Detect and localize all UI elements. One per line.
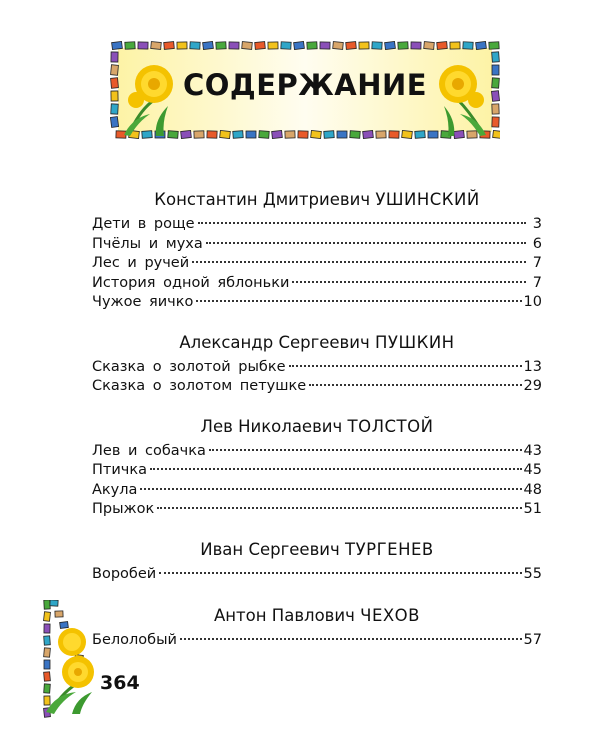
toc-entry[interactable] (92, 565, 542, 585)
mosaic-tile (411, 42, 421, 49)
mosaic-tile (220, 130, 231, 138)
entry-page: 7 (532, 255, 542, 271)
mosaic-tile (44, 624, 50, 633)
mosaic-tile (363, 130, 374, 138)
entry-page: 45 (523, 462, 542, 478)
mosaic-tile (44, 648, 51, 657)
leader-dots (292, 281, 526, 283)
dandelion-corner-icon (46, 628, 94, 714)
leader-dots (209, 449, 522, 451)
mosaic-tile (454, 130, 465, 138)
toc-entry[interactable] (92, 358, 542, 378)
mosaic-tile (298, 131, 308, 138)
entry-page: 10 (523, 294, 542, 310)
author-heading (92, 417, 542, 436)
mosaic-tile (281, 42, 291, 50)
section-tolstoy (92, 417, 542, 520)
mosaic-tile (233, 131, 243, 139)
leader-dots (150, 468, 522, 470)
mosaic-tile (50, 600, 58, 606)
entry-page: 3 (532, 216, 542, 232)
author-name: Лев Николаевич (200, 416, 343, 436)
entry-page: 6 (532, 235, 542, 252)
leader-dots (198, 222, 526, 224)
section-chekhov (92, 606, 542, 651)
mosaic-tile (463, 42, 473, 50)
entry-title: Прыжок (92, 501, 155, 517)
toc-entry[interactable] (92, 235, 542, 255)
leader-dots (206, 242, 526, 244)
page-number: 364 (100, 672, 140, 694)
entry-title: Акула (92, 481, 138, 498)
mosaic-tile (492, 104, 499, 114)
mosaic-tile (376, 131, 386, 138)
corner-decoration (42, 600, 122, 720)
mosaic-tile (493, 130, 500, 138)
mosaic-tile (385, 41, 396, 49)
entry-title: Лес и ручей (92, 255, 190, 271)
mosaic-tile (324, 131, 334, 139)
entry-page: 55 (523, 565, 542, 582)
mosaic-tile (207, 131, 217, 138)
author-name: Иван Сергеевич (200, 539, 340, 559)
mosaic-tile (346, 42, 357, 50)
mosaic-tile (428, 131, 438, 138)
mosaic-tile (437, 42, 448, 50)
mosaic-tile (320, 42, 330, 49)
mosaic-tile (44, 672, 51, 681)
leader-dots (157, 507, 521, 509)
entry-page: 51 (523, 501, 542, 517)
mosaic-tile (55, 611, 63, 617)
author-heading (92, 606, 542, 625)
mosaic-tile (424, 42, 435, 50)
toc-entry[interactable] (92, 500, 542, 520)
leader-dots (192, 261, 526, 263)
mosaic-tile (44, 600, 50, 609)
mosaic-tile (467, 131, 477, 138)
entry-title: Лев и собачка (92, 442, 206, 459)
author-surname: ТОЛСТОЙ (347, 416, 434, 436)
entry-title: Воробей (92, 565, 157, 582)
mosaic-tile (44, 660, 50, 669)
entry-title: Сказка о золотой рыбке (92, 358, 286, 375)
section-ushinsky (92, 190, 542, 313)
entry-title: Белолобый (92, 632, 177, 648)
toc-entry[interactable] (92, 215, 542, 235)
title-banner (110, 40, 500, 140)
toc-entry[interactable] (92, 254, 542, 274)
mosaic-tile (181, 130, 192, 138)
mosaic-tile (110, 117, 118, 128)
mosaic-tile (242, 42, 253, 50)
mosaic-tile (44, 636, 51, 645)
entry-title: Дети в роще (92, 216, 195, 232)
entry-page: 43 (523, 442, 542, 459)
author-name: Александр Сергеевич (179, 332, 370, 352)
mosaic-tile (450, 42, 460, 49)
mosaic-tile (111, 104, 119, 114)
leader-dots (180, 638, 522, 640)
leader-dots (196, 300, 521, 302)
mosaic-tile (190, 42, 200, 50)
toc-entry[interactable] (92, 631, 542, 651)
mosaic-tile (142, 131, 152, 139)
mosaic-tile (164, 42, 175, 50)
mosaic-tile (203, 41, 214, 49)
mosaic-tile (489, 42, 499, 50)
author-surname: ЧЕХОВ (360, 606, 420, 625)
leader-dots (289, 365, 522, 367)
mosaic-tile (359, 42, 369, 49)
toc-entry[interactable] (92, 481, 542, 501)
mosaic-tile (246, 131, 256, 138)
mosaic-tile (307, 42, 317, 50)
entry-page: 57 (523, 632, 542, 648)
mosaic-tile (194, 131, 204, 138)
mosaic-tile (476, 41, 487, 49)
mosaic-tile (311, 130, 322, 138)
mosaic-tile (285, 131, 295, 138)
mosaic-tile (44, 612, 51, 622)
entry-title: Пчёлы и муха (92, 235, 203, 252)
mosaic-tile (402, 130, 413, 138)
table-of-contents (92, 190, 542, 671)
mosaic-tile (372, 42, 382, 50)
mosaic-tile (492, 117, 499, 127)
toc-entry[interactable] (92, 377, 542, 397)
author-heading (92, 190, 542, 209)
entry-title: История одной яблоньки (92, 274, 290, 291)
mosaic-tile (151, 42, 162, 50)
mosaic-tile (259, 131, 269, 139)
leader-dots (140, 488, 521, 490)
mosaic-tile (138, 42, 148, 49)
mosaic-tile (272, 130, 283, 138)
mosaic-tile (294, 41, 305, 49)
section-turgenev (92, 540, 542, 585)
author-name: Антон Павлович (213, 606, 355, 625)
mosaic-tile (177, 42, 187, 49)
section-pushkin (92, 333, 542, 397)
entry-title: Сказка о золотом петушке (92, 378, 307, 394)
page-title: СОДЕРЖАНИЕ (182, 68, 428, 102)
mosaic-tile (112, 41, 123, 49)
mosaic-tile (168, 131, 178, 139)
toc-entry[interactable] (92, 293, 542, 313)
mosaic-tile (398, 42, 408, 50)
mosaic-tile (255, 42, 266, 50)
author-heading (92, 540, 542, 559)
entry-title: Чужое яичко (92, 294, 194, 310)
mosaic-tile (350, 131, 360, 139)
toc-entry[interactable] (92, 442, 542, 462)
mosaic-tile (415, 131, 425, 139)
mosaic-tile (389, 131, 399, 138)
mosaic-tile (268, 42, 278, 49)
author-surname: ТУРГЕНЕВ (345, 539, 434, 559)
mosaic-tile (216, 42, 226, 50)
entry-page: 13 (523, 358, 542, 375)
leader-dots (309, 384, 521, 386)
author-surname: УШИНСКИЙ (375, 190, 480, 209)
author-name: Константин Дмитриевич (154, 190, 371, 209)
toc-entry[interactable] (92, 274, 542, 294)
toc-entry[interactable] (92, 461, 542, 481)
entry-page: 48 (523, 481, 542, 498)
author-heading (92, 333, 542, 352)
entry-page: 7 (532, 274, 542, 291)
mosaic-tile (111, 52, 118, 62)
mosaic-tile (60, 622, 69, 629)
entry-page: 29 (523, 378, 542, 394)
mosaic-tile (333, 42, 344, 50)
entry-title: Птичка (92, 462, 147, 478)
mosaic-tile (229, 42, 239, 49)
leader-dots (159, 572, 521, 574)
mosaic-tile (492, 52, 500, 62)
mosaic-tile (44, 684, 51, 693)
mosaic-tile (125, 42, 135, 50)
author-surname: ПУШКИН (375, 332, 455, 352)
mosaic-tile (337, 131, 347, 138)
mosaic-tile (44, 696, 50, 705)
